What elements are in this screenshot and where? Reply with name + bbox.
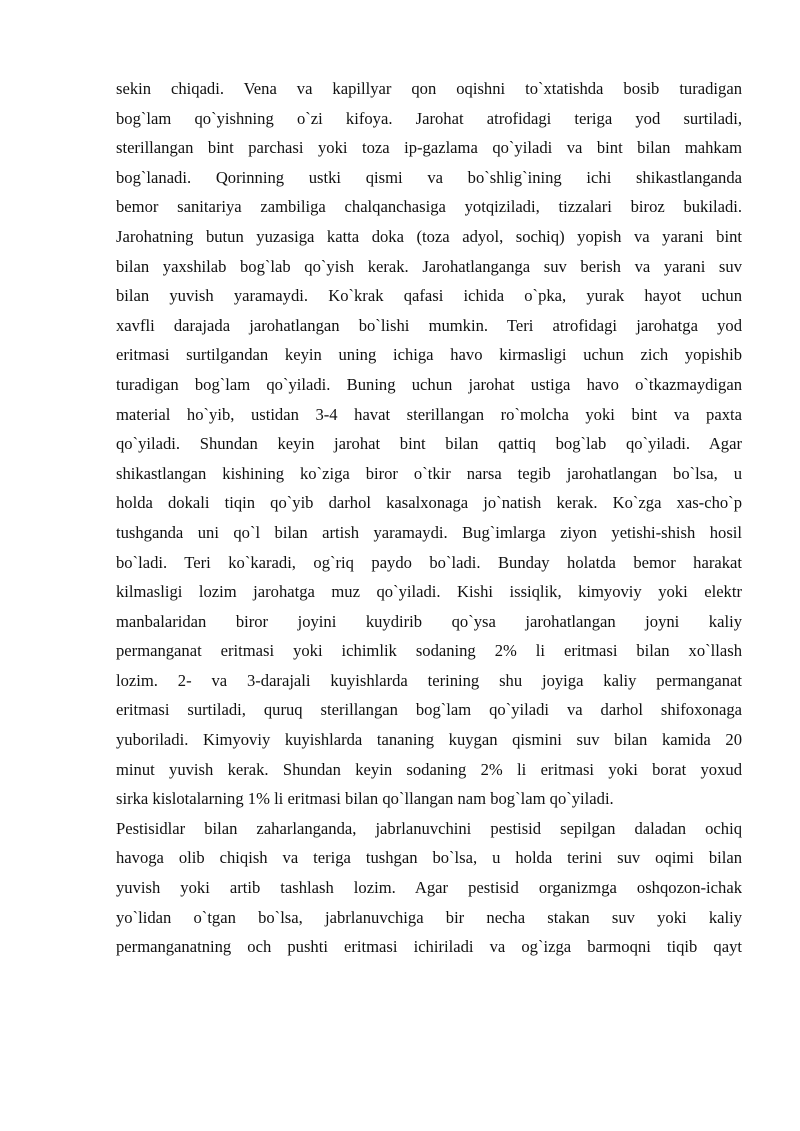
text-line: lozim. 2- va 3-darajali kuyishlarda terining shu joyiga kaliy permanganat bbox=[116, 670, 742, 690]
text-line: xavfli darajada jarohatlangan bo`lishi mumkin. Teri atrofidagi jarohatga yod bbox=[116, 315, 742, 335]
text-line: bilan yaxshilab bog`lab qo`yish kerak. Jarohatlanganga suv berish va yarani suv bbox=[116, 256, 742, 276]
text-line: kilmasligi lozim jarohatga muz qo`yiladi. Kishi issiqlik, kimyoviy yoki elektr bbox=[116, 582, 742, 602]
text-line: bo`ladi. Teri ko`karadi, og`riq paydo bo`ladi. Bunday holatda bemor harakat bbox=[116, 552, 742, 572]
text-line: qo`yiladi. Shundan keyin jarohat bint bilan qattiq bog`lab qo`yiladi. Agar bbox=[116, 434, 742, 454]
text-line: sekin chiqadi. Vena va kapillyar qon oqishni to`xtatishda bosib turadigan bbox=[116, 79, 742, 98]
text-line: bog`lanadi. Qorinning ustki qismi va bo`shlig`ining ichi shikastlanganda bbox=[116, 167, 742, 187]
text-line: shikastlangan kishining ko`ziga biror o`tkir narsa tegib jarohatlangan bo`lsa, u bbox=[116, 463, 742, 483]
text-line: sterillangan bint parchasi yoki toza ip-gazlama qo`yiladi va bint bilan mahkam bbox=[116, 138, 742, 158]
text-line: sirka kislotalarning 1% li eritmasi bilan qo`llangan nam bog`lam qo`yiladi. bbox=[116, 789, 614, 809]
text-line: turadigan bog`lam qo`yiladi. Buning uchun jarohat ustiga havo o`tkazmaydigan bbox=[116, 374, 742, 394]
text-line: bog`lam qo`yishning o`zi kifoya. Jarohat atrofidagi teriga yod surtiladi, bbox=[116, 108, 742, 128]
text-line: eritmasi surtiladi, quruq sterillangan bog`lam qo`yiladi va darhol shifoxonaga bbox=[116, 700, 742, 720]
text-line: manbalaridan biror joyini kuydirib qo`ysa jarohatlangan joyni kaliy bbox=[116, 611, 742, 631]
text-line: bilan yuvish yaramaydi. Ko`krak qafasi ichida o`pka, yurak hayot uchun bbox=[116, 286, 742, 306]
text-line: eritmasi surtilgandan keyin uning ichiga havo kirmasligi uchun zich yopishib bbox=[116, 345, 742, 365]
text-line: minut yuvish kerak. Shundan keyin sodaning 2% li eritmasi yoki borat yoxud bbox=[116, 759, 742, 779]
body-text bbox=[116, 74, 742, 962]
text-line: permanganat eritmasi yoki ichimlik sodaning 2% li eritmasi bilan xo`llash bbox=[116, 641, 742, 661]
text-line: Jarohatning butun yuzasiga katta doka (toza adyol, sochiq) yopish va yarani bint bbox=[116, 226, 742, 246]
text-line: yo`lidan o`tgan bo`lsa, jabrlanuvchiga bir necha stakan suv yoki kaliy bbox=[116, 907, 742, 927]
text-line: yuvish yoki artib tashlash lozim. Agar pestisid organizmga oshqozon-ichak bbox=[116, 878, 742, 898]
text-line: permanganatning och pushti eritmasi ichiriladi va og`izga barmoqni tiqib qayt bbox=[116, 937, 742, 957]
text-line: havoga olib chiqish va teriga tushgan bo`lsa, u holda terini suv oqimi bilan bbox=[116, 848, 742, 868]
text-line: holda dokali tiqin qo`yib darhol kasalxonaga jo`natish kerak. Ko`zga xas-cho`p bbox=[116, 493, 742, 513]
text-line: tushganda uni qo`l bilan artish yaramaydi. Bug`imlarga ziyon yetishi-shish hosil bbox=[116, 522, 742, 542]
text-line: material ho`yib, ustidan 3-4 havat sterillangan ro`molcha yoki bint va paxta bbox=[116, 404, 742, 424]
text-line: bemor sanitariya zambiliga chalqanchasiga yotqiziladi, tizzalari biroz bukiladi. bbox=[116, 197, 742, 217]
text-line: Pestisidlar bilan zaharlanganda, jabrlanuvchini pestisid sepilgan daladan ochiq bbox=[116, 818, 742, 838]
text-line: yuboriladi. Kimyoviy kuyishlarda tananing kuygan qismini suv bilan kamida 20 bbox=[116, 730, 742, 750]
